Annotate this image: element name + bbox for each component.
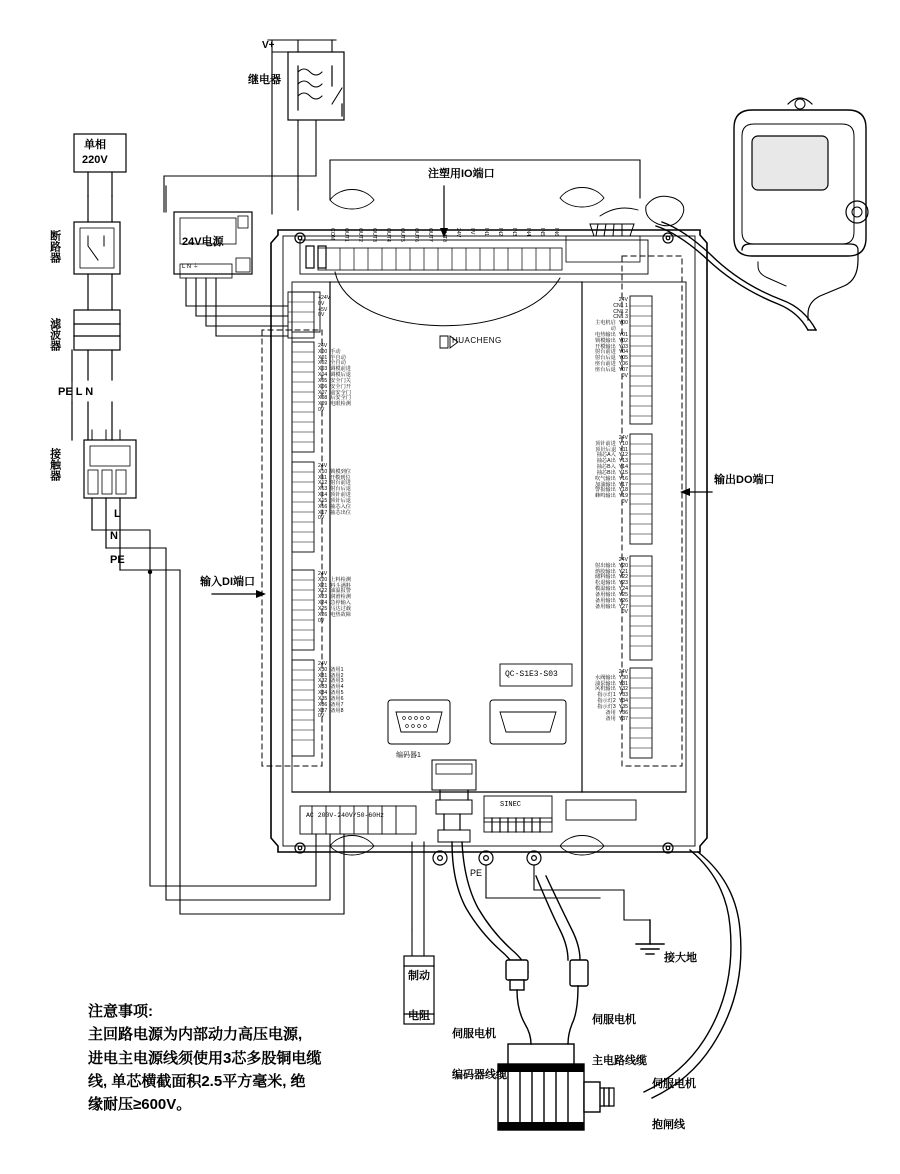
ac-input-label: AC 200V-240V/50-60Hz	[306, 812, 385, 819]
relay-label: 继电器	[248, 74, 281, 86]
top-io-pin: OUT2	[357, 228, 363, 242]
top-io-pin: OUT5	[399, 228, 405, 242]
di-code: X26	[318, 611, 328, 618]
di-code: X13	[318, 486, 328, 493]
di-code: X20	[318, 576, 328, 583]
di-code: X08	[318, 395, 328, 402]
do-desc: 抽芯A出	[596, 458, 616, 465]
di-desc: 手动	[330, 348, 341, 355]
aux-term: +24V	[318, 295, 331, 301]
do-code: Y26	[618, 597, 628, 604]
do-code: Y00	[618, 320, 628, 327]
di-desc: 射台后退	[330, 486, 351, 493]
do-code: 24V	[618, 669, 628, 675]
do-code: 24V	[618, 557, 628, 563]
do-code: Y32	[618, 686, 628, 693]
di-code: X36	[318, 701, 328, 708]
do-desc: 水阀输出	[595, 674, 616, 681]
do-code: Y10	[618, 440, 628, 447]
do-desc: 备用	[605, 709, 616, 716]
di-code: X30	[318, 666, 328, 673]
do-desc: 加油输出	[595, 481, 616, 488]
wire-l-label: L	[114, 508, 121, 520]
encoder-connector-label: 编码器1	[396, 752, 421, 759]
do-desc: 顶针后退	[595, 446, 617, 453]
notes-line-3: 线, 单芯横截面积2.5平方毫米, 绝	[88, 1072, 306, 1090]
aux-term: 0V	[318, 300, 325, 307]
di-desc: 锁模到位	[330, 468, 351, 475]
top-io-pin: OUT1	[343, 228, 349, 242]
di-desc: 顶针后退	[330, 497, 351, 504]
di-desc: 上料检测	[330, 576, 351, 583]
do-code: Y15	[618, 469, 628, 476]
do-desc: 备用输出	[595, 597, 616, 604]
do-desc: 顶针前进	[595, 440, 616, 447]
do-code: Y25	[618, 591, 628, 598]
di-desc: 润滑检测	[330, 594, 351, 601]
do-code: Y27	[618, 603, 628, 610]
do-code: Y36	[618, 709, 628, 716]
do-code: Y30	[618, 674, 628, 681]
do-desc: 抽芯B入	[596, 464, 616, 471]
di-code: X09	[318, 401, 328, 408]
pe-l-n-label: PE L N	[58, 386, 94, 398]
di-desc: 调模前进	[330, 366, 351, 373]
di-code: 0V	[318, 713, 325, 720]
do-desc: 吹气输出	[595, 475, 616, 482]
do-desc: 指示灯1	[597, 692, 616, 699]
do-code: Y20	[618, 562, 628, 569]
aux-term: +5V	[318, 306, 328, 313]
top-io-pin: IN1	[483, 228, 489, 237]
do-desc: 备用输出	[595, 591, 616, 598]
do-port-callout: 输出DO端口	[714, 474, 775, 486]
do-code: Y35	[618, 703, 628, 710]
di-desc: 电眼检测	[330, 401, 351, 408]
do-code: Y02	[618, 337, 628, 344]
do-code: Y18	[618, 487, 628, 494]
di-header: 24V	[318, 343, 328, 349]
servo-brake-cable-label: 伺服电机 抱闸线	[652, 1077, 696, 1131]
brand-label: HUACHENG	[452, 336, 502, 345]
top-io-pin: OUT7	[427, 228, 433, 242]
do-code: Y24	[618, 586, 628, 593]
filter-label: 滤波器	[48, 318, 61, 351]
top-io-pin: IN3	[511, 228, 517, 237]
di-code: X00	[318, 348, 328, 355]
di-code: 0V	[318, 406, 325, 413]
di-desc: 备用4	[330, 684, 344, 691]
do-desc: 松退输出	[595, 580, 616, 587]
di-code: X24	[318, 600, 328, 607]
do-code: Y21	[618, 568, 628, 575]
di-block-3-labels	[318, 572, 351, 624]
do-code: 24V	[618, 297, 628, 303]
di-desc: 顶针前进	[330, 492, 351, 499]
di-desc: 半自动	[330, 354, 346, 361]
di-code: X21	[318, 582, 328, 589]
do-desc: 电热输出	[595, 331, 616, 338]
di-desc: 前安全门	[330, 389, 351, 396]
do-code: Y17	[618, 481, 628, 488]
di-code: X05	[318, 377, 328, 384]
di-code: 0V	[318, 617, 325, 624]
do-code: Y12	[618, 452, 628, 459]
di-code: X03	[318, 366, 328, 373]
do-code: Y07	[618, 366, 628, 373]
notes-line-4: 缘耐压≥600V。	[88, 1096, 192, 1113]
do-code: Y16	[618, 475, 628, 482]
do-desc: 模温输出	[595, 586, 616, 593]
di-desc: 安全门关	[330, 377, 351, 384]
di-code: X25	[318, 605, 328, 612]
psu-title: 24V电源	[182, 236, 224, 248]
di-code: X06	[318, 383, 328, 390]
di-code: X37	[318, 707, 328, 714]
pe-terminal-label: PE	[470, 868, 483, 878]
di-desc: 马达过载	[330, 605, 351, 612]
di-desc: 全自动	[330, 360, 346, 367]
do-block-2-labels	[592, 436, 628, 506]
do-desc: 警报输出	[595, 487, 616, 494]
servo-encoder-cable-label: 伺服电机 编码器线缆	[452, 1027, 507, 1081]
top-io-pin: IN2	[497, 228, 503, 237]
top-io-pin: OUT6	[413, 228, 419, 242]
di-desc: 备用7	[330, 701, 344, 708]
do-desc: 指示灯3	[597, 703, 616, 710]
di-desc: 电热故障	[330, 611, 351, 618]
do-desc: 开模输出	[595, 343, 616, 350]
notes-heading: 注意事项:	[88, 1003, 153, 1020]
wire-pe-label: PE	[110, 554, 125, 566]
di-code: X11	[318, 474, 327, 481]
di-code: X01	[318, 354, 328, 361]
do-code: 0V	[621, 498, 628, 505]
do-desc: 蜂鸣输出	[595, 493, 616, 500]
top-io-pin: IN5	[539, 228, 545, 237]
do-code: Y37	[618, 715, 628, 722]
di-desc: 后安全门	[330, 395, 351, 402]
do-desc: 座台前进	[595, 360, 616, 367]
di-desc: 备用1	[330, 666, 344, 673]
do-code: Y14	[618, 464, 628, 471]
di-desc: 料斗满料	[330, 582, 351, 589]
di-desc: 急停输入	[330, 600, 351, 607]
do-code: 0V	[621, 609, 628, 616]
do-block-1-labels	[592, 298, 628, 379]
do-code: Y04	[618, 349, 628, 356]
wire-n-label: N	[110, 530, 118, 542]
breaker-label: 断路器	[48, 230, 61, 263]
di-desc: 备用8	[330, 707, 344, 714]
do-code: CN1 1	[613, 302, 628, 309]
top-io-pin: 0V	[469, 228, 475, 235]
do-code: 0V	[621, 372, 628, 379]
do-desc: 锁模输出	[595, 337, 616, 344]
di-code: X31	[318, 672, 328, 679]
notes-block	[88, 1000, 418, 1116]
do-code: Y11	[619, 446, 628, 453]
do-code: Y33	[618, 692, 628, 699]
di-header: 24V	[318, 571, 328, 577]
do-desc: 座台后退	[595, 366, 616, 373]
di-code: X02	[318, 360, 328, 367]
servo-power-cable-label: 伺服电机 主电路线缆	[592, 1013, 647, 1067]
source-label-line1: 单相	[84, 139, 106, 151]
di-desc: 备用5	[330, 690, 344, 697]
do-desc: 射台后退	[595, 355, 616, 362]
do-desc: 储料输出	[595, 574, 616, 581]
do-code: CN1 2	[613, 308, 628, 315]
do-code: Y23	[618, 580, 628, 587]
di-code: X23	[318, 594, 328, 601]
di-code: X07	[318, 389, 328, 396]
do-desc: 油泵输出	[595, 680, 616, 687]
do-code: Y06	[618, 360, 628, 367]
di-code: X10	[318, 468, 328, 475]
do-desc: 备用	[605, 715, 616, 722]
di-code: 0V	[318, 515, 325, 522]
do-desc: 射出输出	[595, 562, 616, 569]
do-desc: 指示灯2	[597, 698, 616, 705]
do-block-3-labels	[592, 558, 628, 616]
top-io-pin: OUT8	[441, 228, 447, 242]
di-code: X32	[318, 678, 328, 685]
di-desc: 安全门开	[330, 383, 351, 390]
do-code: Y22	[618, 574, 628, 581]
aux-term: 0V	[318, 312, 325, 319]
top-io-pin: IN4	[525, 228, 531, 237]
di-header: 24V	[318, 463, 328, 469]
notes-line-2: 进电主电源线须使用3芯多股铜电缆	[88, 1049, 322, 1067]
di-code: X34	[318, 690, 328, 697]
left-aux-terminal-labels	[318, 296, 330, 319]
brake-resistor-label: 制动 电阻	[408, 970, 430, 1022]
di-code: X17	[318, 509, 328, 516]
do-code: Y01	[618, 331, 628, 338]
di-desc: 抽芯入位	[330, 503, 351, 510]
di-desc: 射台前进	[330, 480, 351, 487]
do-code: 24V	[618, 435, 628, 441]
do-desc: 抽芯A入	[596, 452, 616, 459]
di-code: X12	[318, 480, 328, 487]
do-code: Y13	[618, 458, 628, 465]
io-port-callout: 注塑用IO端口	[428, 168, 495, 180]
di-desc: 备用6	[330, 695, 344, 702]
model-label: QC-S1E3-S03	[505, 670, 558, 679]
top-io-pin-labels	[320, 228, 558, 242]
di-desc: 抽芯出位	[330, 509, 351, 516]
di-desc: 备用3	[330, 678, 344, 685]
di-code: X33	[318, 684, 328, 691]
source-label-line2: 220V	[82, 154, 108, 166]
di-code: X15	[318, 497, 328, 504]
do-block-4-labels	[592, 670, 628, 722]
di-desc: 开模到位	[329, 474, 351, 481]
di-code: X14	[318, 492, 328, 499]
di-block-4-labels	[318, 662, 344, 720]
do-desc: 抽芯B出	[596, 469, 616, 476]
top-io-pin: OUT4	[385, 228, 391, 242]
di-desc: 调模后退	[330, 372, 351, 379]
do-code: Y34	[618, 698, 628, 705]
di-desc: 油温报警	[330, 588, 351, 595]
top-io-pin: IN6	[553, 228, 559, 237]
di-code: X22	[318, 588, 328, 595]
di-code: X35	[318, 695, 328, 702]
di-port-callout: 输入DI端口	[200, 576, 255, 588]
do-desc: 风机输出	[595, 686, 616, 693]
di-block-2-labels	[318, 464, 351, 522]
psu-input-terminals: L N ⏚	[182, 264, 199, 270]
di-header: 24V	[318, 661, 328, 667]
di-block-1-labels	[318, 344, 351, 414]
do-desc: 主电机启动	[595, 320, 616, 333]
top-io-pin: COM	[329, 228, 335, 241]
do-code: Y31	[618, 680, 628, 687]
sinec-label: SINEC	[500, 801, 522, 809]
do-code: Y05	[618, 355, 628, 362]
di-code: X04	[318, 372, 328, 379]
di-desc: 备用2	[330, 672, 344, 679]
notes-line-1: 主回路电源为内部动力高压电源,	[88, 1026, 303, 1044]
di-code: X16	[318, 503, 328, 510]
do-code: CN1 3	[613, 314, 628, 321]
do-code: Y19	[618, 493, 628, 500]
do-desc: 熔胶输出	[595, 568, 616, 575]
top-io-pin: OUT3	[371, 228, 377, 242]
v-plus-label: V+	[262, 40, 275, 51]
do-code: Y03	[618, 343, 628, 350]
do-desc: 备用输出	[595, 603, 616, 610]
do-desc: 射台前进	[595, 349, 616, 356]
top-io-pin: 24V	[455, 228, 461, 238]
earth-callout: 接大地	[664, 952, 697, 964]
contactor-label: 接触器	[48, 448, 61, 481]
